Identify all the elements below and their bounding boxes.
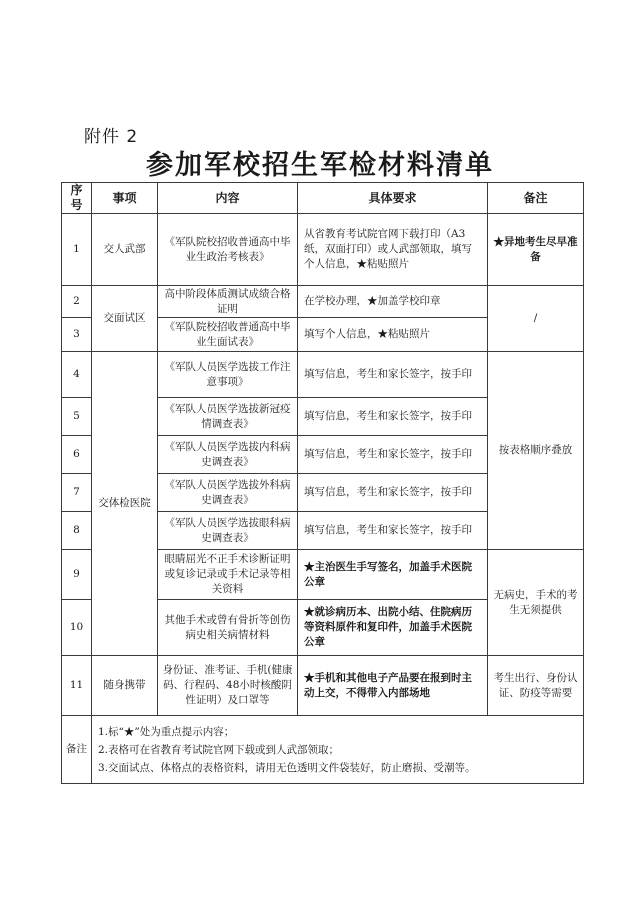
page-title: 参加军校招生军检材料清单 [146,150,494,181]
row-content: 身份证、准考证、手机(健康码、行程码、48小时核酸阴性证明）及口罩等 [158,656,298,716]
row-content: 眼睛屈光不正手术诊断证明或复诊记录或手术记录等相关资料 [158,550,298,600]
row-content: 《军队人员医学选拔工作注意事项》 [158,352,298,398]
column-header: 具体要求 [298,183,488,214]
row-number: 6 [62,436,92,474]
row-content: 高中阶段体质测试成绩合格证明 [158,286,298,318]
table-header-row [62,183,584,214]
notes-label: 备注 [62,716,92,784]
row-remark: ★异地考生尽早准备 [488,214,584,286]
row-number: 11 [62,656,92,716]
row-number: 3 [62,318,92,352]
table-row [62,286,584,318]
row-remark: / [488,286,584,352]
row-requirement: 填写个人信息，★粘贴照片 [298,318,488,352]
row-requirement: 填写信息，考生和家长签字，按手印 [298,352,488,398]
row-number: 1 [62,214,92,286]
row-content: 《军队人员医学选拔眼科病史调查表》 [158,512,298,550]
row-requirement: ★就诊病历本、出院小结、住院病历等资料原件和复印件，加盖手术医院公章 [298,600,488,656]
column-header: 事项 [92,183,158,214]
row-requirement: 填写信息，考生和家长签字，按手印 [298,474,488,512]
row-remark: 按表格顺序叠放 [488,352,584,550]
row-content: 《军队人员医学选拔外科病史调查表》 [158,474,298,512]
row-content: 《军队院校招收普通高中毕业生面试表》 [158,318,298,352]
row-content: 《军队院校招收普通高中毕业生政治考核表》 [158,214,298,286]
row-requirement: 填写信息，考生和家长签字，按手印 [298,436,488,474]
row-requirement: 填写信息，考生和家长签字，按手印 [298,512,488,550]
notes-row [62,716,584,784]
row-number: 7 [62,474,92,512]
row-content: 《军队人员医学选拔新冠疫情调查表》 [158,398,298,436]
row-number: 2 [62,286,92,318]
column-header: 内容 [158,183,298,214]
notes-content [92,716,584,784]
row-content: 其他手术或曾有骨折等创伤病史相关病情材料 [158,600,298,656]
row-number: 10 [62,600,92,656]
row-number: 4 [62,352,92,398]
row-item: 交人武部 [92,214,158,286]
note-line: 1.标“★”处为重点提示内容； [98,725,235,738]
attachment-label: 附件 2 [84,127,139,147]
note-line: 3.交面试点、体格点的表格资料，请用无色透明文件袋装好，防止磨损、受潮等。 [98,761,476,774]
row-number: 8 [62,512,92,550]
row-remark: 考生出行、身份认证、防疫等需要 [488,656,584,716]
row-item: 交体检医院 [92,352,158,656]
column-header: 序号 [62,183,92,214]
row-content: 《军队人员医学选拔内科病史调查表》 [158,436,298,474]
column-header: 备注 [488,183,584,214]
row-requirement: 填写信息，考生和家长签字，按手印 [298,398,488,436]
row-requirement: 从省教育考试院官网下载打印（A3纸，双面打印）或人武部领取，填写个人信息，★粘贴照片 [298,214,488,286]
row-requirement: 在学校办理，★加盖学校印章 [298,286,488,318]
row-item: 随身携带 [92,656,158,716]
row-requirement: ★手机和其他电子产品要在报到时主动上交，不得带入内部场地 [298,656,488,716]
row-item: 交面试区 [92,286,158,352]
table-row [62,656,584,716]
row-requirement: ★主治医生手写签名，加盖手术医院公章 [298,550,488,600]
materials-table [61,182,584,784]
row-remark: 无病史，手术的考生无须提供 [488,550,584,656]
row-number: 5 [62,398,92,436]
table-row [62,214,584,286]
table-row [62,352,584,398]
note-line: 2.表格可在省教育考试院官网下载或到人武部领取； [98,743,340,756]
row-number: 9 [62,550,92,600]
